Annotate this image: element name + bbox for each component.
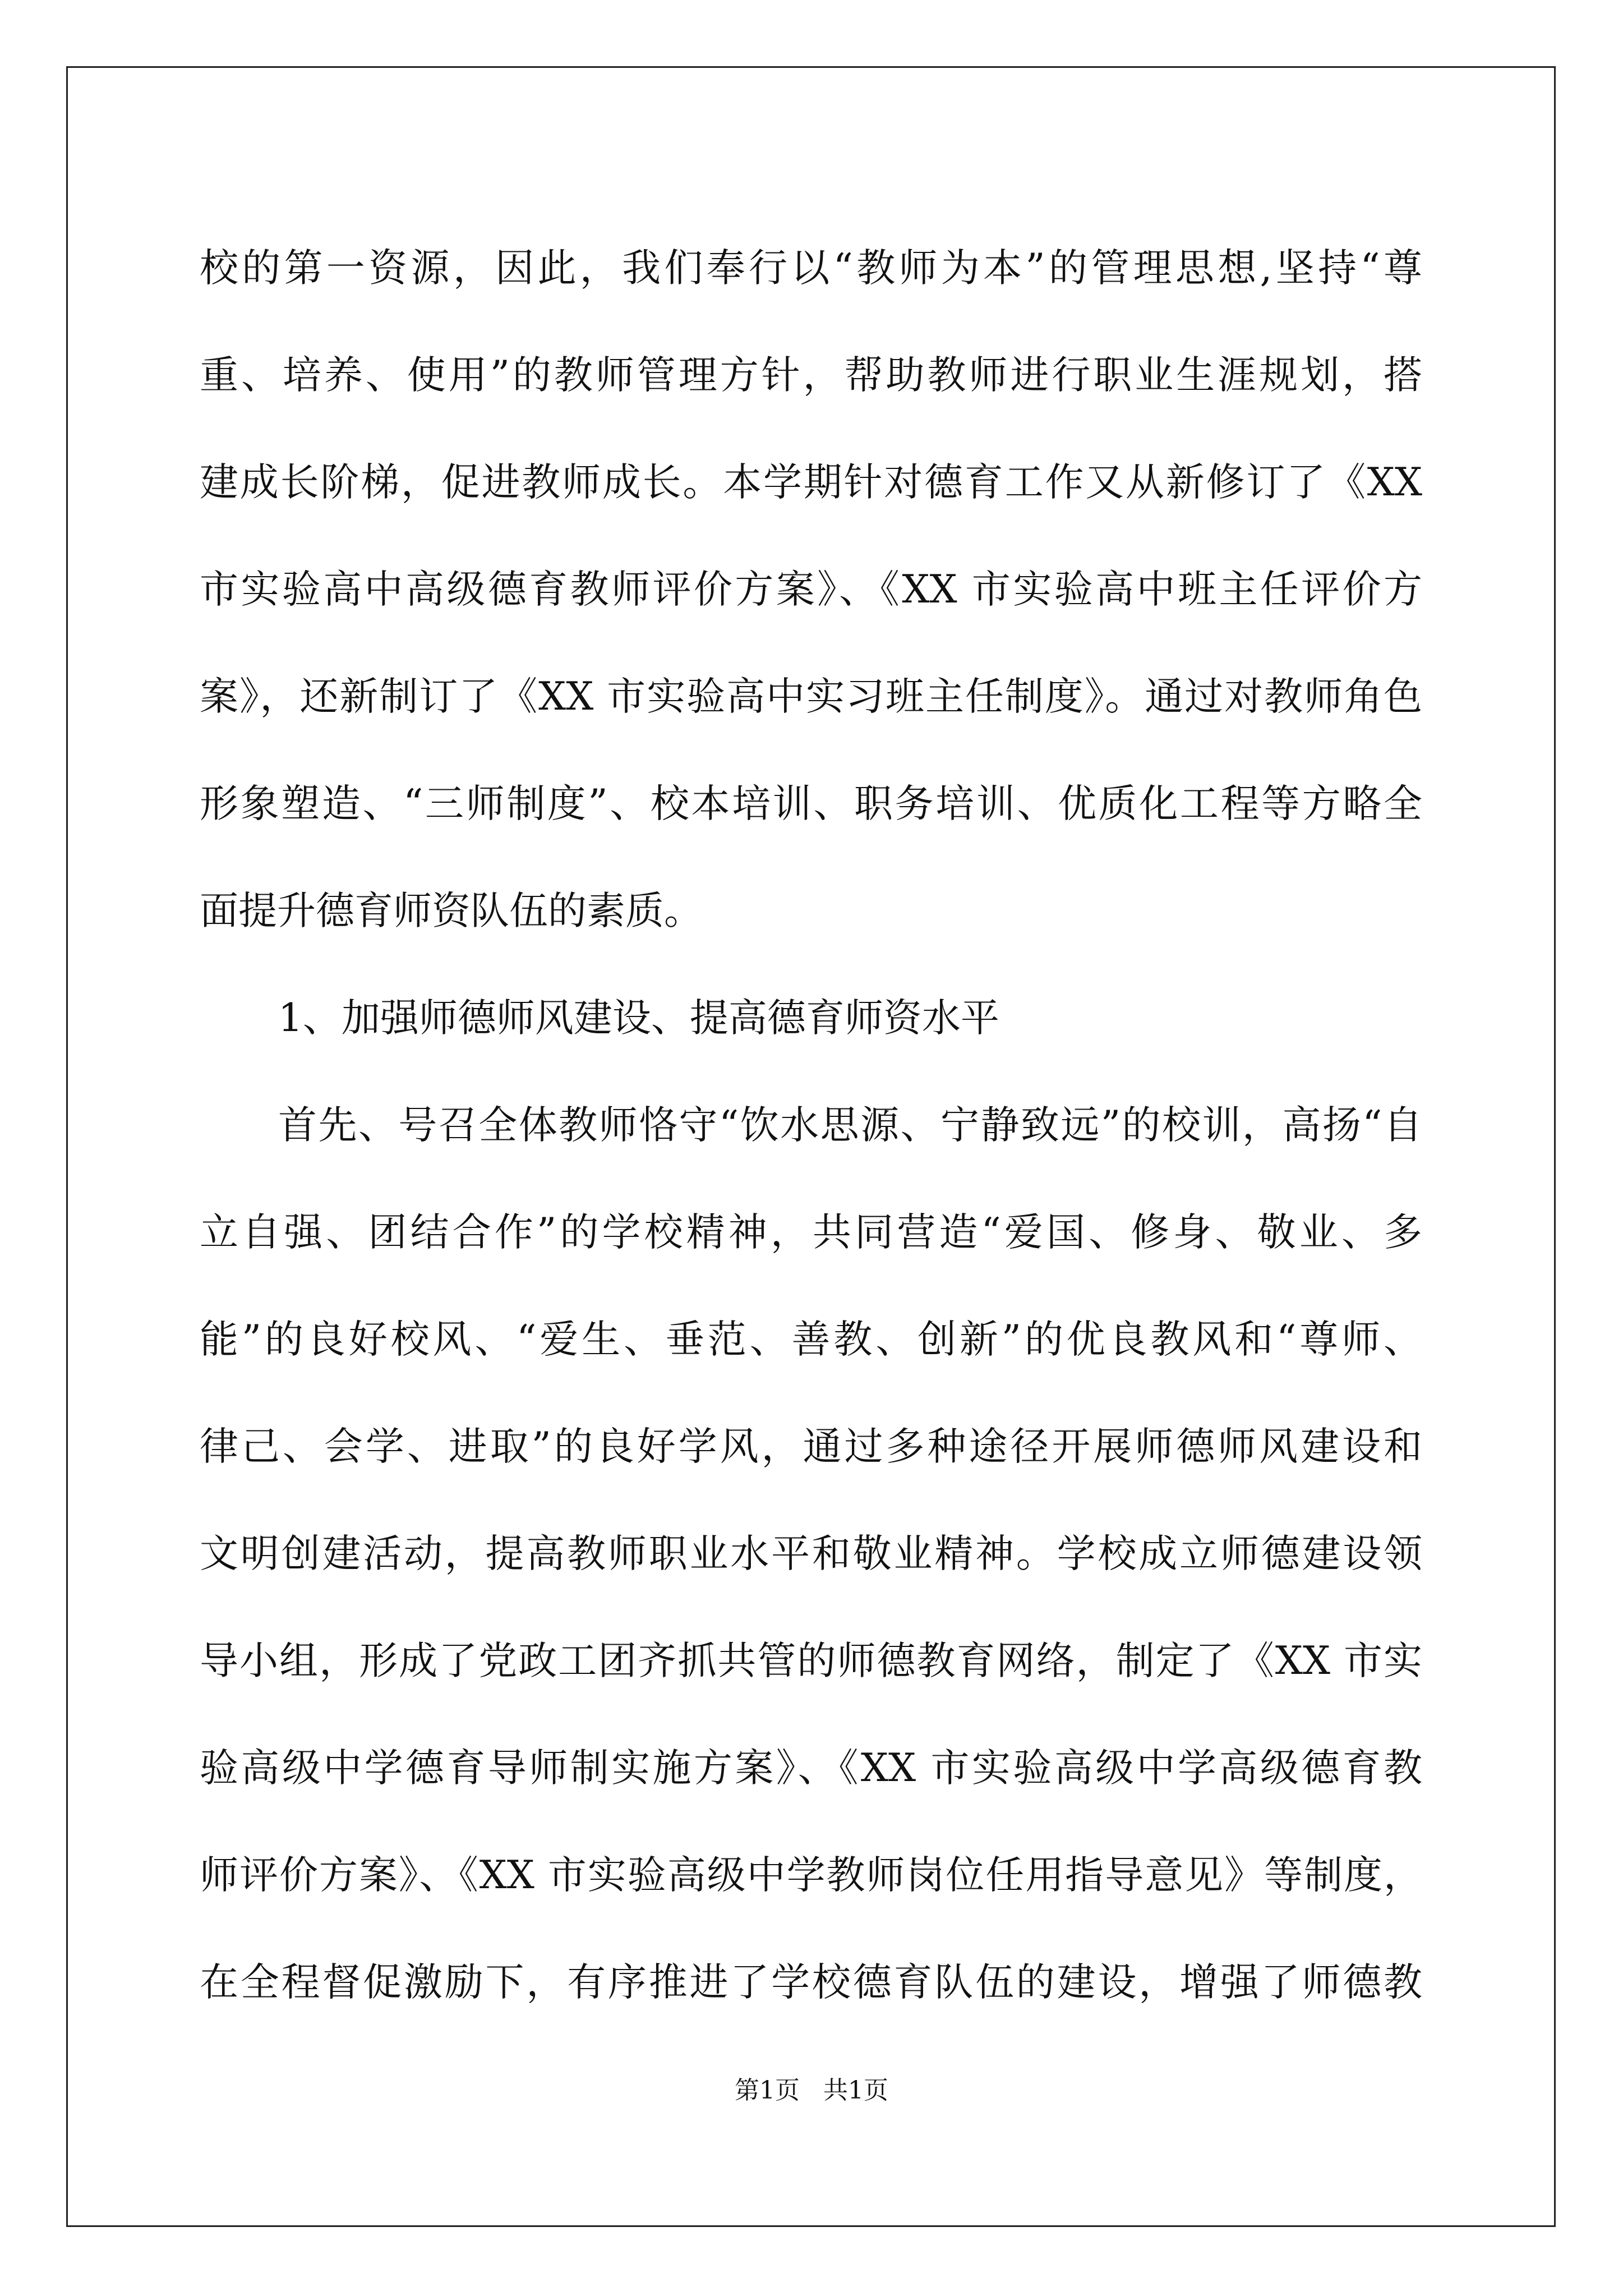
text-line: 导小组，形成了党政工团齐抓共管的师德教育网络，制定了《XX 市实 bbox=[200, 1639, 1422, 1683]
text-line: 能”的良好校风、“爱生、垂范、善教、创新”的优良教风和“尊师、 bbox=[200, 1317, 1422, 1362]
text-line: 案》，还新制订了《XX 市实验高中实习班主任制度》。通过对教师角色 bbox=[200, 674, 1422, 719]
document-body bbox=[200, 215, 1422, 2036]
text-line: 在全程督促激励下，有序推进了学校德育队伍的建设，增强了师德教 bbox=[200, 1960, 1422, 2005]
text-line: 建成长阶梯，促进教师成长。本学期针对德育工作又从新修订了《XX bbox=[200, 460, 1422, 505]
text-line: 律己、会学、进取”的良好学风，通过多种途径开展师德师风建设和 bbox=[200, 1424, 1422, 1469]
section-heading: 1、加强师德师风建设、提高德育师资水平 bbox=[278, 996, 999, 1041]
text-line-paragraph-end: 面提升德育师资队伍的素质。 bbox=[200, 889, 703, 933]
text-line: 师评价方案》、《XX 市实验高级中学教师岗位任用指导意见》等制度， bbox=[200, 1853, 1422, 1898]
text-line: 文明创建活动，提高教师职业水平和敬业精神。学校成立师德建设领 bbox=[200, 1531, 1422, 1576]
text-line-paragraph-start: 首先、号召全体教师恪守“饮水思源、宁静致远”的校训，高扬“自 bbox=[278, 1103, 1422, 1148]
text-line: 验高级中学德育导师制实施方案》、《XX 市实验高级中学高级德育教 bbox=[200, 1746, 1422, 1791]
text-line: 校的第一资源，因此，我们奉行以“教师为本”的管理思想,坚持“尊 bbox=[200, 246, 1422, 291]
page-number-footer: 第1页 共1页 bbox=[735, 2076, 888, 2105]
text-line: 形象塑造、“三师制度”、校本培训、职务培训、优质化工程等方略全 bbox=[200, 781, 1422, 826]
text-line: 重、培养、使用”的教师管理方针，帮助教师进行职业生涯规划，搭 bbox=[200, 353, 1422, 398]
text-line: 市实验高中高级德育教师评价方案》、《XX 市实验高中班主任评价方 bbox=[200, 567, 1422, 612]
text-line: 立自强、团结合作”的学校精神，共同营造“爱国、修身、敬业、多 bbox=[200, 1210, 1422, 1255]
